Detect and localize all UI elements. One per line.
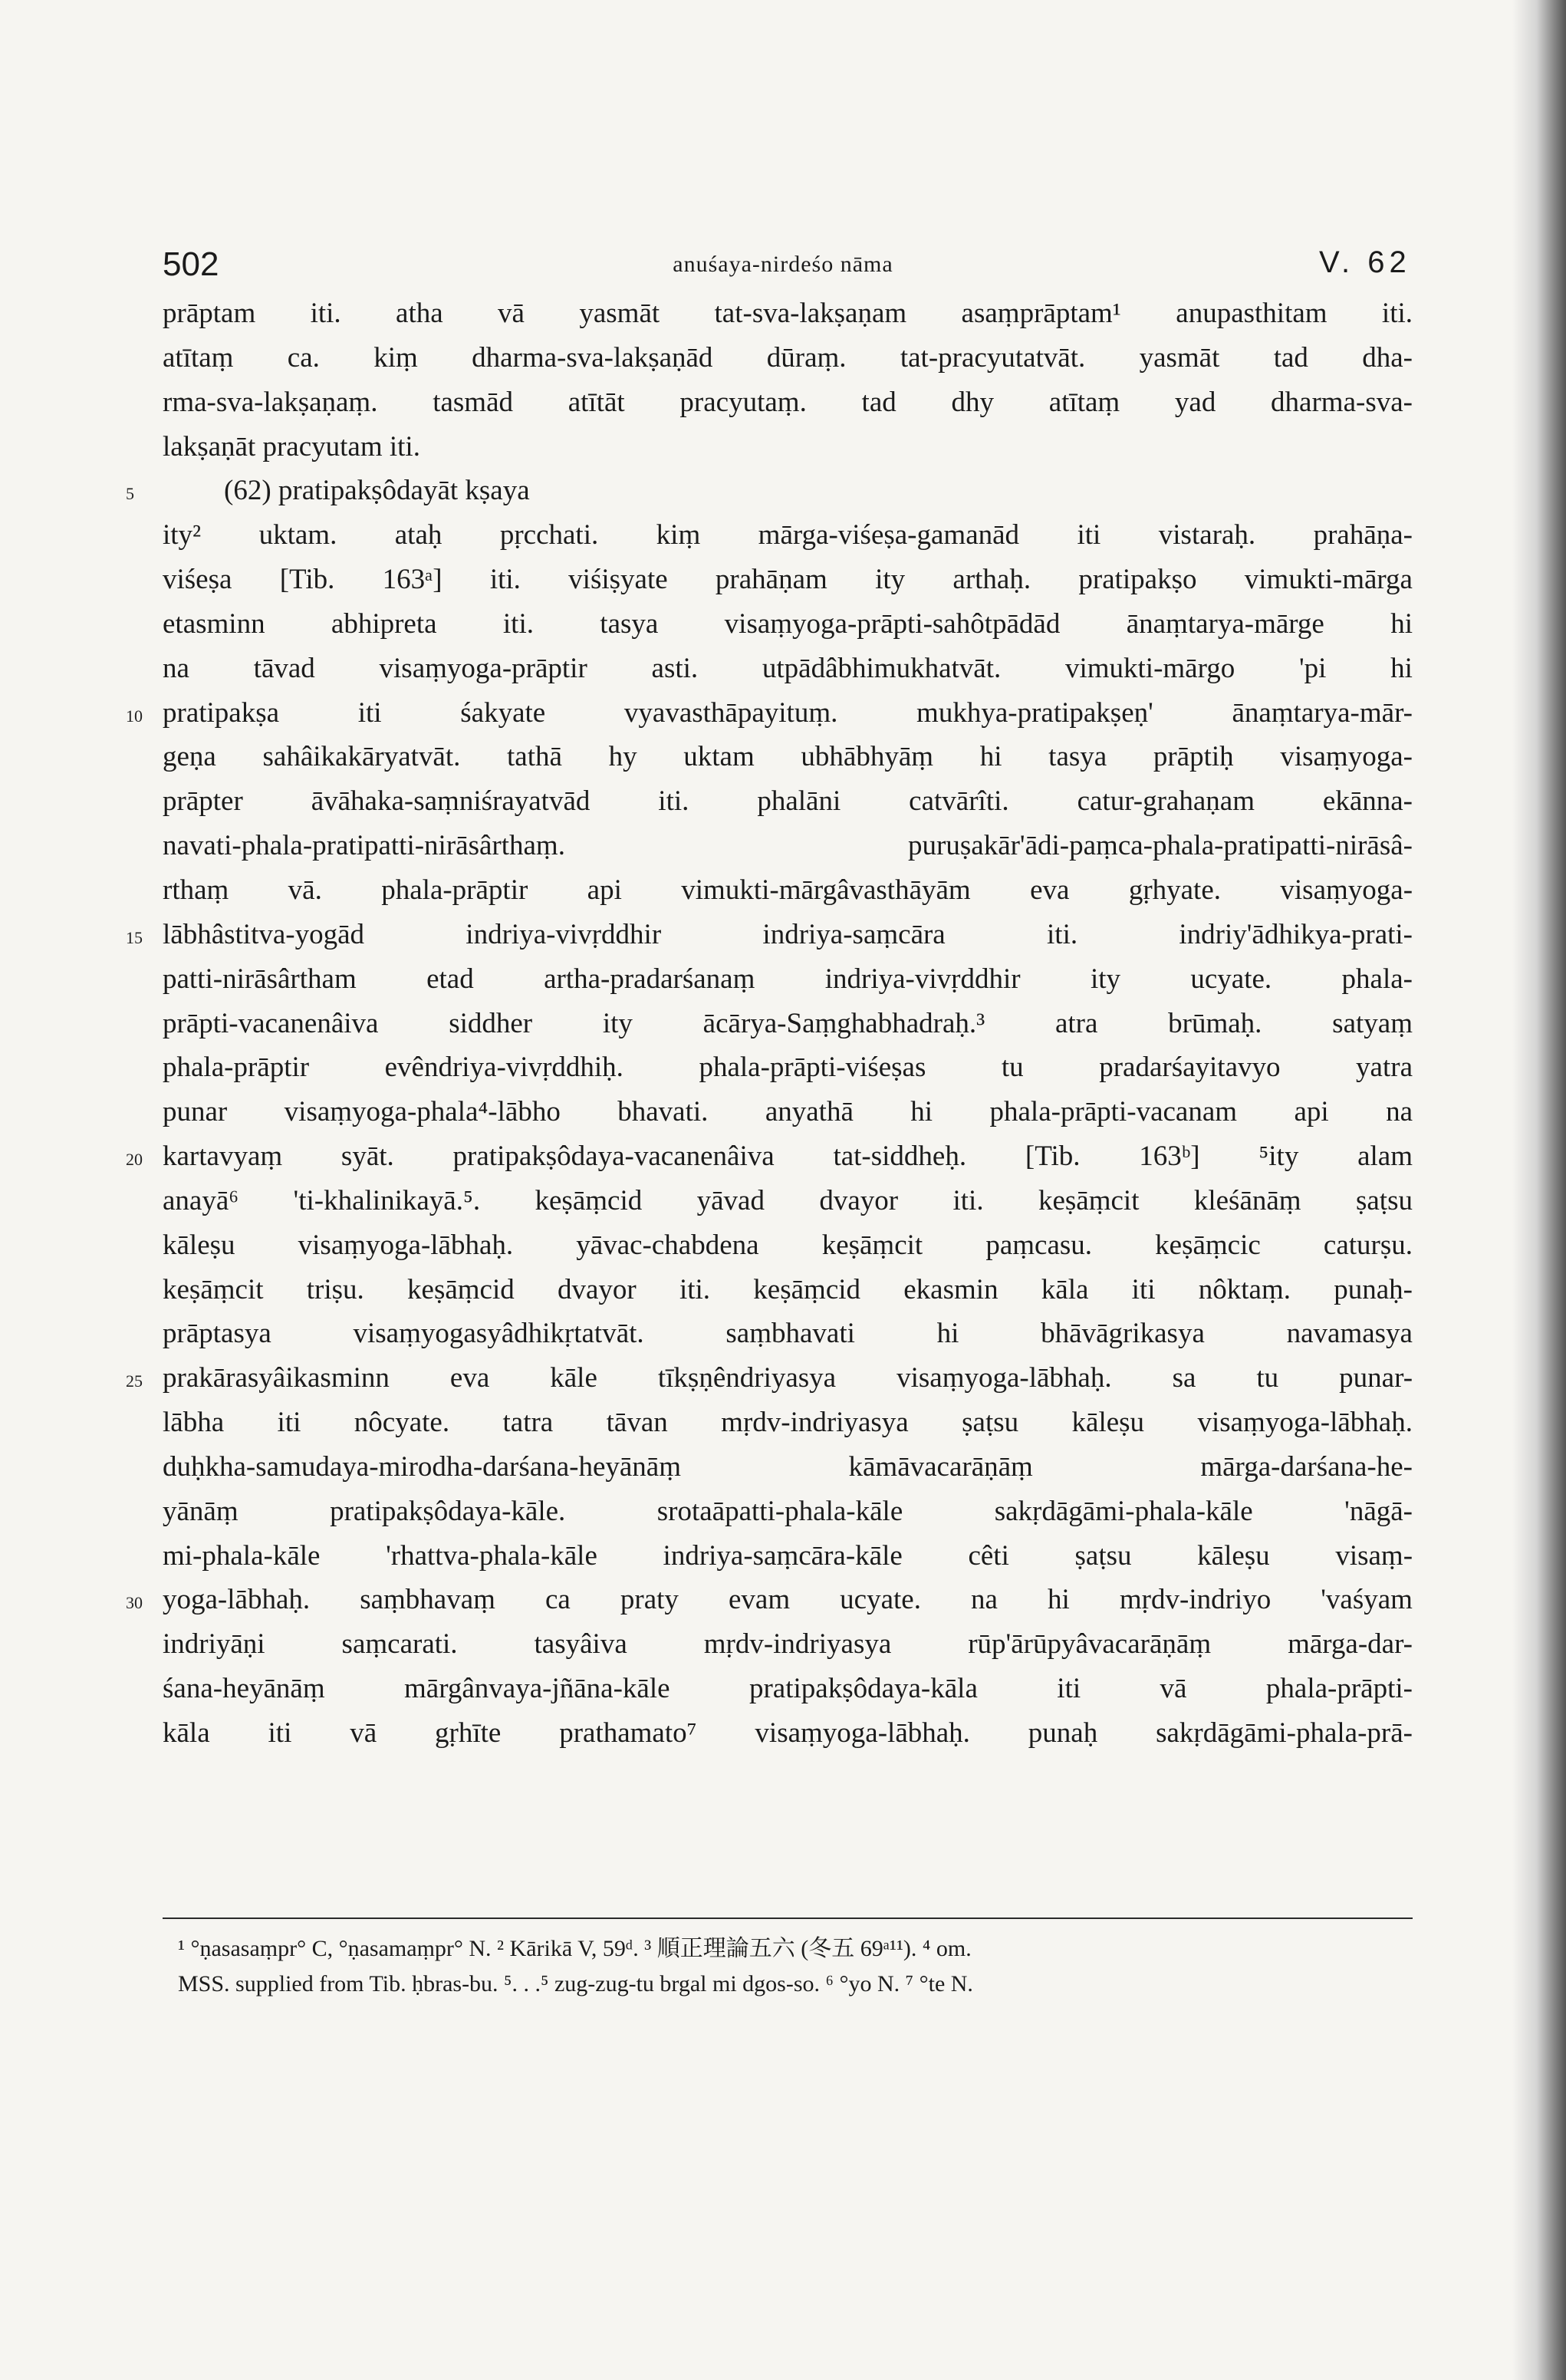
footnote-line: MSS. supplied from Tib. ḥbras-bu. ⁵. . .⁵ zug-zug-tu brgal mi dgos-so. ⁶ °yo N. ⁷ °te N.	[178, 1971, 973, 1997]
line-text: lābhâstitva-yogād indriya-vivṛddhir indriya-saṃcāra iti. indriy'ādhikya-prati-	[163, 918, 1413, 950]
text-line	[163, 513, 1413, 558]
line-text: lakṣaṇāt pracyutam iti.	[163, 430, 420, 463]
line-text: (62) pratipakṣôdayāt kṣaya	[224, 475, 530, 507]
line-text: prāpter āvāhaka-saṃniśrayatvād iti. phalāni catvārîti. catur-grahaṇam ekānna-	[163, 785, 1413, 818]
page-number: 502	[163, 245, 219, 283]
text-line	[163, 380, 1413, 425]
section-reference: V. 62	[1319, 245, 1411, 279]
page-header	[0, 230, 1566, 291]
text-line	[126, 913, 1413, 957]
line-text: duḥkha-samudaya-mirodha-darśana-heyānāṃ kāmāvacarāṇāṃ mārga-darśana-he-	[163, 1450, 1413, 1483]
line-text: yoga-lābhaḥ. saṃbhavaṃ ca praty evam ucyate. na hi mṛdv-indriyo 'vaśyam	[163, 1584, 1413, 1616]
line-text: punar visaṃyoga-phala⁴-lābho bhavati. anyathā hi phala-prāpti-vacanam api na	[163, 1096, 1413, 1128]
text-line	[126, 1134, 1413, 1179]
text-line	[163, 1490, 1413, 1534]
text-line	[126, 691, 1413, 736]
line-number: 30	[126, 1593, 143, 1613]
text-line	[163, 779, 1413, 824]
line-text: geṇa sahâikakāryatvāt. tathā hy uktam ubhābhyāṃ hi tasya prāptiḥ visaṃyoga-	[163, 741, 1413, 773]
line-text: prāptam iti. atha vā yasmāt tat-sva-lakṣaṇam asaṃprāptam¹ anupasthitam iti.	[163, 298, 1413, 329]
line-text: phala-prāptir evêndriya-vivṛddhiḥ. phala-prāpti-viśeṣas tu pradarśayitavyo yatra	[163, 1052, 1413, 1084]
line-text: kartavyaṃ syāt. pratipakṣôdaya-vacanenâiva tat-siddheḥ. [Tib. 163ᵇ] ⁵ity alam	[163, 1141, 1413, 1173]
line-number: 5	[126, 484, 134, 504]
text-line	[126, 469, 1413, 513]
line-text: kāleṣu visaṃyoga-lābhaḥ. yāvac-chabdena keṣāṃcit paṃcasu. keṣāṃcic caturṣu.	[163, 1229, 1413, 1261]
line-text: keṣāṃcit triṣu. keṣāṃcid dvayor iti. keṣāṃcid ekasmin kāla iti nôktaṃ. punaḥ-	[163, 1273, 1413, 1305]
line-text: viśeṣa [Tib. 163ᵃ] iti. viśiṣyate prahāṇam ity arthaḥ. pratipakṣo vimukti-mārga	[163, 564, 1413, 596]
text-line	[163, 1445, 1413, 1490]
running-title: anuśaya-nirdeśo nāma	[673, 252, 893, 277]
line-text: navati-phala-pratipatti-nirāsârthaṃ. puruṣakār'ādi-paṃca-phala-pratipatti-nirāsâ-	[163, 830, 1413, 862]
text-line	[163, 824, 1413, 868]
text-line	[163, 336, 1413, 380]
text-line	[163, 1312, 1413, 1356]
text-line	[163, 1002, 1413, 1046]
line-number: 15	[126, 927, 143, 947]
line-text: na tāvad visaṃyoga-prāptir asti. utpādâbhimukhatvāt. vimukti-mārgo 'pi hi	[163, 652, 1413, 684]
footnotes	[163, 1931, 1413, 2002]
main-text	[126, 291, 1413, 1756]
line-text: etasminn abhipreta iti. tasya visaṃyoga-prāpti-sahôtpādād ānaṃtarya-mārge hi	[163, 607, 1413, 640]
footnote-line: ¹ °ṇasasaṃpr° C, °ṇasamaṃpr° N. ² Kārikā V, 59ᵈ. ³ 順正理論五六 (冬五 69ᵃ¹¹). ⁴ om.	[178, 1936, 972, 1961]
text-line	[126, 1356, 1413, 1401]
line-number: 25	[126, 1371, 143, 1391]
text-line	[163, 1711, 1413, 1756]
line-text: prāptasya visaṃyogasyâdhikṛtatvāt. saṃbhavati hi bhāvāgrikasya navamasya	[163, 1318, 1413, 1350]
line-text: ity² uktam. ataḥ pṛcchati. kiṃ mārga-viśeṣa-gamanād iti vistaraḥ. prahāṇa-	[163, 519, 1413, 551]
line-text: rthaṃ vā. phala-prāptir api vimukti-mārgâvasthāyām eva gṛhyate. visaṃyoga-	[163, 874, 1413, 906]
line-text: patti-nirāsârtham etad artha-pradarśanaṃ indriya-vivṛddhir ity ucyate. phala-	[163, 963, 1413, 995]
text-line	[163, 735, 1413, 779]
scanner-edge-shadow	[1512, 0, 1566, 2380]
text-line	[163, 868, 1413, 913]
text-line	[163, 425, 1413, 469]
text-line	[163, 1223, 1413, 1268]
text-line	[163, 1090, 1413, 1134]
line-text: atītaṃ ca. kiṃ dharma-sva-lakṣaṇād dūraṃ. tat-pracyutatvāt. yasmāt tad dha-	[163, 341, 1413, 374]
text-line	[163, 558, 1413, 602]
text-line	[163, 647, 1413, 691]
line-text: śana-heyānāṃ mārgânvaya-jñāna-kāle pratipakṣôdaya-kāla iti vā phala-prāpti-	[163, 1673, 1413, 1705]
text-line	[163, 1179, 1413, 1223]
line-text: pratipakṣa iti śakyate vyavasthāpayituṃ. mukhya-pratipakṣeṇ' ānaṃtarya-mār-	[163, 696, 1413, 729]
line-text: prāpti-vacanenâiva siddher ity ācārya-Saṃghabhadraḥ.³ atra brūmaḥ. satyaṃ	[163, 1007, 1413, 1039]
line-text: anayā⁶ 'ti-khalinikayā.⁵. keṣāṃcid yāvad dvayor iti. keṣāṃcit kleśānāṃ ṣaṭsu	[163, 1184, 1413, 1216]
text-line	[126, 1578, 1413, 1622]
line-text: rma-sva-lakṣaṇaṃ. tasmād atītāt pracyutaṃ. tad dhy atītaṃ yad dharma-sva-	[163, 386, 1413, 418]
line-text: yānāṃ pratipakṣôdaya-kāle. srotaāpatti-phala-kāle sakṛdāgāmi-phala-kāle 'nāgā-	[163, 1495, 1413, 1527]
text-line	[163, 957, 1413, 1002]
text-line	[163, 1045, 1413, 1090]
text-line	[163, 291, 1413, 336]
text-line	[163, 1401, 1413, 1445]
line-text: prakārasyâikasminn eva kāle tīkṣṇêndriyasya visaṃyoga-lābhaḥ. sa tu punar-	[163, 1362, 1413, 1394]
text-line	[163, 1667, 1413, 1711]
line-number: 10	[126, 706, 143, 726]
line-number: 20	[126, 1150, 143, 1170]
line-text: lābha iti nôcyate. tatra tāvan mṛdv-indriyasya ṣaṭsu kāleṣu visaṃyoga-lābhaḥ.	[163, 1407, 1413, 1439]
text-line	[163, 1268, 1413, 1312]
line-text: indriyāṇi saṃcarati. tasyâiva mṛdv-indriyasya rūp'ārūpyâvacarāṇāṃ mārga-dar-	[163, 1628, 1413, 1661]
text-line	[163, 1534, 1413, 1578]
footnote-rule	[163, 1917, 1413, 1919]
line-text: mi-phala-kāle 'rhattva-phala-kāle indriya-saṃcāra-kāle cêti ṣaṭsu kāleṣu visaṃ-	[163, 1539, 1413, 1572]
line-text: kāla iti vā gṛhīte prathamato⁷ visaṃyoga-lābhaḥ. punaḥ sakṛdāgāmi-phala-prā-	[163, 1717, 1413, 1749]
text-line	[163, 1622, 1413, 1667]
text-line	[163, 602, 1413, 647]
